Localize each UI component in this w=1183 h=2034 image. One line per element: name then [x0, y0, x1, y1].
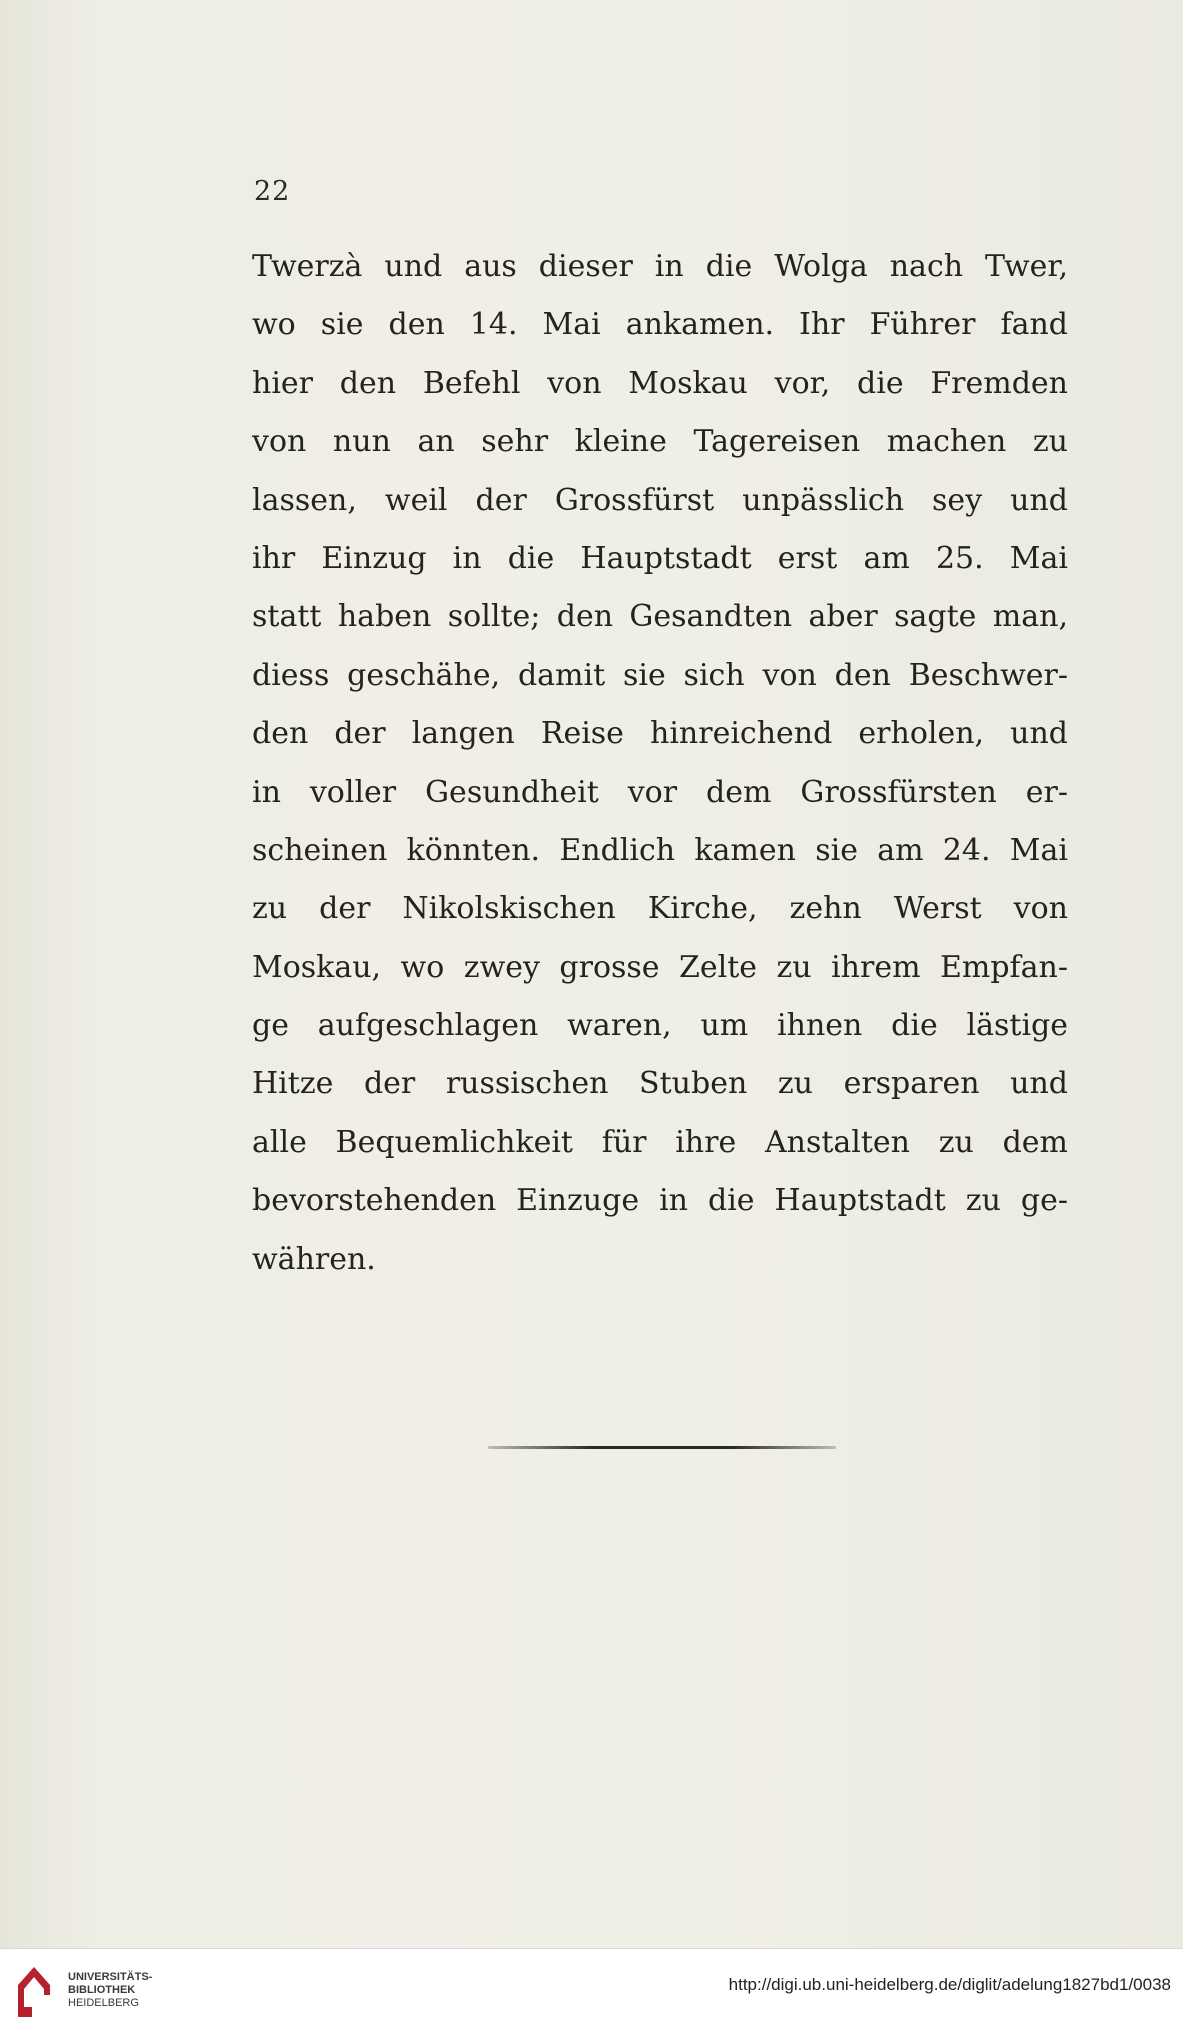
text-line: lassen, weil der Grossfürst unpässlich sey und	[252, 482, 1068, 518]
text-line: Hitze der russischen Stuben zu ersparen und	[252, 1066, 1068, 1102]
library-logo-icon[interactable]	[12, 1963, 56, 2021]
text-line: Moskau, wo zwey grosse Zelte zu ihrem Empfan-	[252, 949, 1068, 985]
text-line: in voller Gesundheit vor dem Grossfürsten er-	[252, 774, 1068, 810]
text-line: währen.	[252, 1241, 376, 1277]
text-line: den der langen Reise hinreichend erholen, und	[252, 716, 1068, 752]
digitization-footer	[0, 1948, 1183, 2034]
library-name[interactable]	[68, 1971, 152, 2010]
text-line: Twerzà und aus dieser in die Wolga nach Twer,	[252, 249, 1068, 284]
text-line: wo sie den 14. Mai ankamen. Ihr Führer fand	[252, 307, 1068, 343]
text-line: zu der Nikolskischen Kirche, zehn Werst von	[252, 891, 1068, 927]
text-line: ihr Einzug in die Hauptstadt erst am 25. Mai	[252, 540, 1068, 576]
text-line: hier den Befehl von Moskau vor, die Fremden	[252, 365, 1068, 401]
permalink-url[interactable]: http://digi.ub.uni-heidelberg.de/diglit/adelung1827bd1/0038	[728, 1975, 1171, 1994]
text-line: scheinen könnten. Endlich kamen sie am 24. Mai	[252, 832, 1068, 868]
text-line: statt haben sollte; den Gesandten aber sagte man,	[252, 599, 1068, 635]
library-name-line: HEIDELBERG	[68, 1997, 139, 2009]
section-divider	[488, 1446, 836, 1449]
text-line: diess geschähe, damit sie sich von den Beschwer-	[252, 657, 1068, 693]
text-line: bevorstehenden Einzuge in die Hauptstadt zu ge-	[252, 1183, 1068, 1219]
library-name-line: UNIVERSITÄTS-	[68, 1971, 153, 1983]
text-line: von nun an sehr kleine Tagereisen machen zu	[252, 424, 1068, 460]
page-number: 22	[254, 176, 291, 207]
library-name-line: BIBLIOTHEK	[68, 1984, 136, 1996]
body-text	[252, 238, 1068, 1289]
text-line: ge aufgeschlagen waren, um ihnen die lästige	[252, 1008, 1068, 1044]
text-line: alle Bequemlichkeit für ihre Anstalten zu dem	[252, 1124, 1068, 1160]
